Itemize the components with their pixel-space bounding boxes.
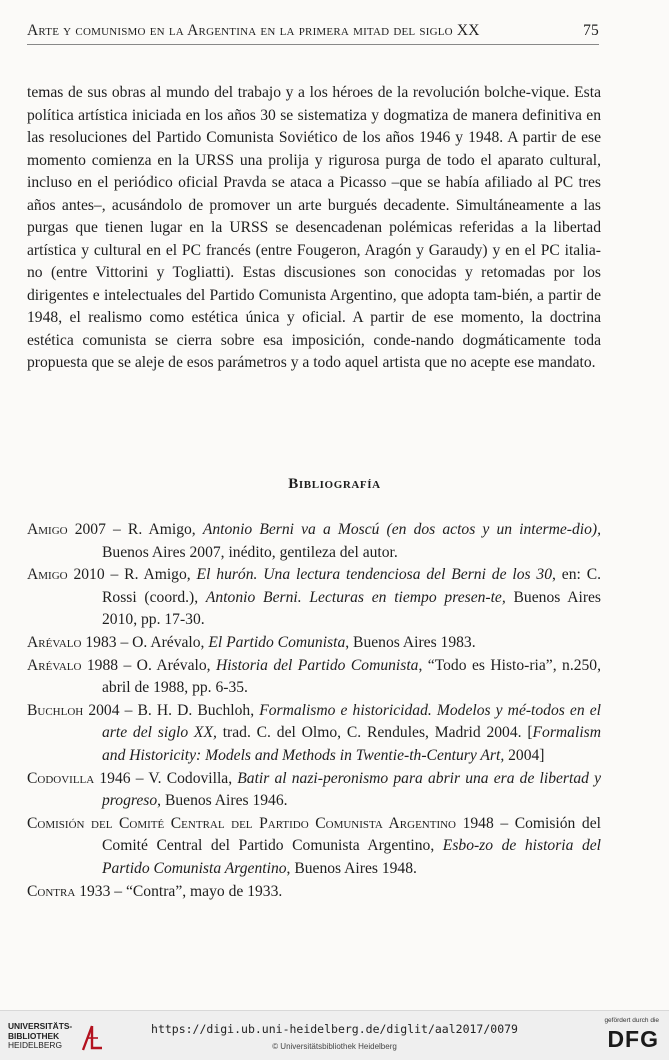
bibliography-entry: Codovilla 1946 – V. Codovilla, Batir al nazi-peronismo para abrir una era de libertad y progreso, Buenos Aires 1946.	[27, 769, 602, 810]
viewer-footer	[0, 1010, 669, 1060]
bibliography-entry: Arévalo 1983 – O. Arévalo, El Partido Comunista, Buenos Aires 1983.	[27, 633, 476, 651]
bibliography-entry: Amigo 2007 – R. Amigo, Antonio Berni va a Moscú (en dos actos y un interme-dio), Buenos Aires 2007, inédito, gentileza del autor.	[27, 521, 601, 561]
bibliography-entry: Comisión del Comité Central del Partido Comunista Argentino 1948 – Comisión del Comité Central del Partido Comunista Argentino, Esbo-zo de historia del Partido Comunista Argentino, Buenos Aires 1948.	[27, 814, 601, 877]
running-header	[27, 22, 599, 45]
bibliography-list	[27, 519, 601, 903]
dfg-logo[interactable]: gefördert durch die DFG	[604, 1017, 659, 1052]
bibliography-entry: Contra 1933 – “Contra”, mayo de 1933.	[27, 882, 283, 900]
bibliography-heading: Bibliografía	[288, 476, 381, 492]
page-number: 75	[583, 22, 599, 39]
running-title: Arte y comunismo en la Argentina en la primera mitad del siglo XX	[27, 22, 480, 39]
body-paragraph: temas de sus obras al mundo del trabajo y a los héroes de la revolución bolche-vique. Esta política artística iniciada en los años 30 se sistematiza y dogmatiza de manera definitiva en las resoluciones del Partido Comunista Soviético de los años 1946 y 1948. A partir de ese momento comienza en la URSS una prolija y rigurosa purga de todo el aparato cultural, incluso en el periódico oficial Pravda se ataca a Picasso –que se había afiliado al PC tres años antes–, acusándolo de promover un arte burgués decadente. Simultáneamente a las purgas que tienen lugar en la URSS se desencadenan polémicas referidas a la libertad artística y cultural en el PC francés (entre Fougeron, Aragón y Garaudy) y en el PC italia-no (entre Vittorini y Togliatti). Estas discusiones son conocidas y retomadas por los dirigentes e intelectuales del Partido Comunista Argentino, que adopta tam-bién, a partir de 1948, el realismo como estética única y oficial. A partir de ese momento, la doctrina estética comunista se cierra sobre esa imposición, conde-nando dogmáticamente toda propuesta que se aleje de esos parámetros y a todo aquel artista que no acepte ese mandato.	[27, 84, 601, 371]
copyright-notice: © Universitätsbibliothek Heidelberg	[272, 1042, 397, 1051]
document-url-link[interactable]: https://digi.ub.uni-heidelberg.de/diglit/aal2017/0079	[151, 1022, 518, 1036]
bibliography-entry: Arévalo 1988 – O. Arévalo, Historia del Partido Comunista, “Todo es Histo-ria”, n.250, abril de 1988, pp. 6-35.	[27, 656, 602, 697]
library-logo[interactable]: UNIVERSITÄTS- BIBLIOTHEK HEIDELBERG	[8, 1022, 108, 1052]
bibliography-entry: Amigo 2010 – R. Amigo, El hurón. Una lectura tendenciosa del Berni de los 30, en: C. Rossi (coord.), Antonio Berni. Lecturas en tiempo presen-te, Buenos Aires 2010, pp. 17-30.	[27, 566, 602, 629]
bibliography-entry: Buchloh 2004 – B. H. D. Buchloh, Formalismo e historicidad. Modelos y mé-todos en el arte del siglo XX, trad. C. del Olmo, C. Rendules, Madrid 2004. [Formalism and Historicity: Models and Methods in Twentie-th-Century Art, 2004]	[27, 701, 601, 764]
